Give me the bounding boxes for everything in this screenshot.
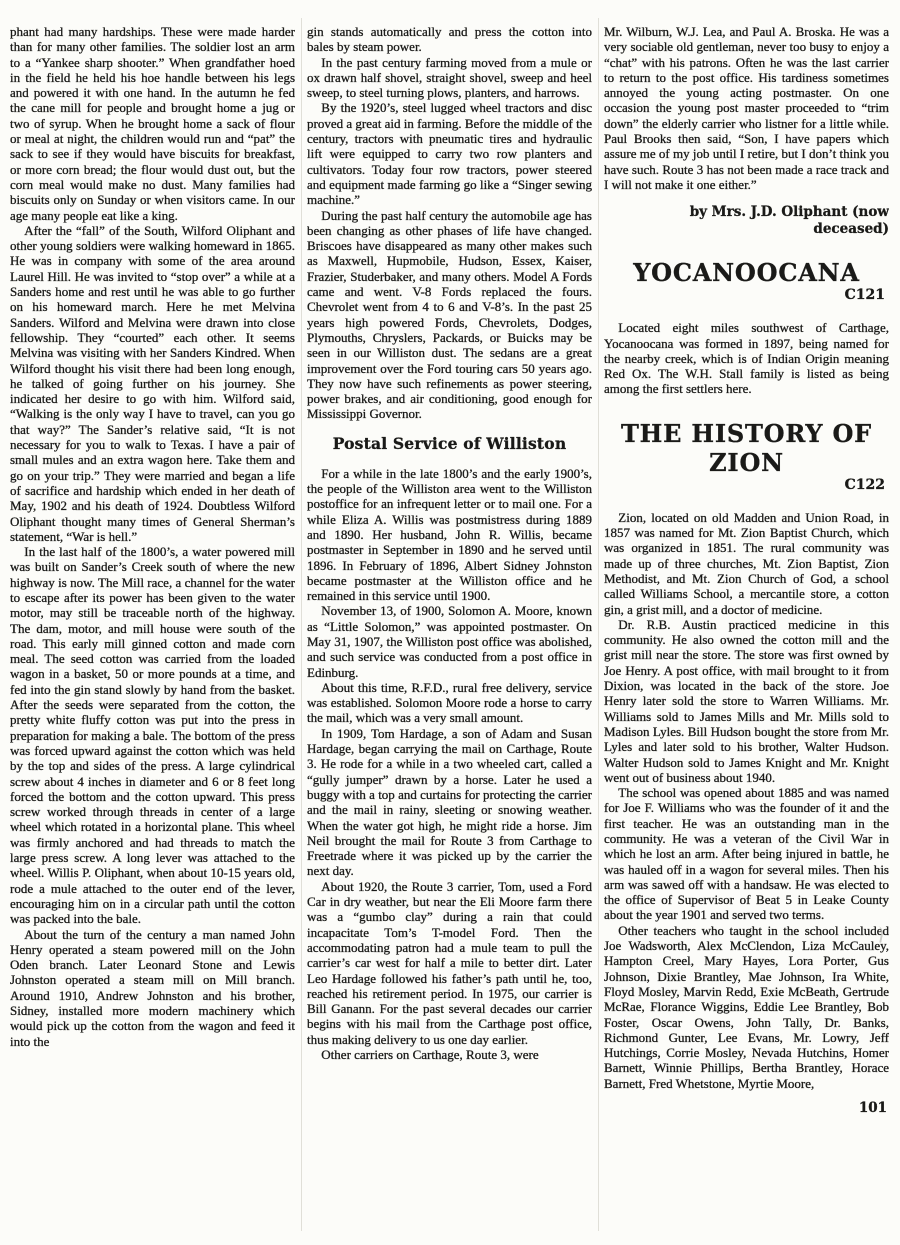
story-code-c122: C122 — [844, 476, 885, 493]
paragraph: November 13, of 1900, Solomon A. Moore, known as “Little Solomon,” was appointed postmaster. On May 31, 1907, the Williston post office was abolished, and such service was conducted from a post office in Edinburg. — [307, 603, 592, 680]
paragraph: gin stands automatically and press the cotton into bales by steam power. — [307, 24, 592, 55]
page-number: 101 — [858, 1100, 887, 1117]
paragraph: After the “fall” of the South, Wilford Oliphant and other young soldiers were walking homeward in 1865. He was in company with some of the area around Laurel Hill. He was invited to “stop over” a while at a Sanders home and rest until he was able to go further on his homeward march. Here he met Melvina Sanders. Wilford and Melvina were drawn into close fellowship. They “courted” each other. It seems Melvina was visiting with her Sanders Kindred. When Wilford thought his visit there had been long enough, he talked of going further on his journey. She indicated her desire to go with him. Wilford said, “Walking is the only way I have to travel, can you go that way?” The Sander’s relative said, “It is not necessary for you to walk to Texas. I have a pair of small mules and an extra wagon here. Take them and go on your trip.” They were married and began a life of sacrifice and hardship which ended in her death of May, 1902 and his death of 1924. Doubtless Wilford Oliphant thought many times of General Sherman’s statement, “War is hell.” — [10, 222, 295, 544]
story-code-c121: C121 — [844, 287, 885, 304]
paragraph: About this time, R.F.D., rural free delivery, service was established. Solomon Moore rode a horse to carry the mail, which was a very small amount. — [307, 679, 592, 726]
paragraph: Located eight miles southwest of Carthage, Yocanoocana was formed in 1897, being named for the nearby creek, which is of Indian Origin meaning Red Ox. The W.H. Stall family is listed as being among the first settlers here. — [604, 320, 889, 397]
paragraph: Zion, located on old Madden and Union Road, in 1857 was named for Mt. Zion Baptist Church, which was organized in 1851. The rural community was made up of three churches, Mt. Zion Baptist, Zion Methodist, and Mt. Zion Church of God, a school called Williams School, a mercantile store, a cotton gin, a grist mill, and a doctor of medicine. — [604, 509, 889, 617]
section-heading-postal-service: Postal Service of Williston — [332, 433, 567, 453]
column-rule — [301, 18, 302, 1231]
paragraph: phant had many hardships. These were made harder than for many other families. The soldier lost an arm to a “Yankee sharp shooter.” When grandfather hoed in the field he held his hoe handle between his legs and powered it with one hand. In the autumn he fed the cane mill for people and brought home a jug or two of syrup. When he brought home a sack of flour or meal at night, the children would run and “pat” the sack to see if they would have biscuits for breakfast, or more corn bread; the flour would dust out, but the corn meal would make no dust. Many families had biscuits only on Sunday or when visitors came. In our age many people eat like a king. — [10, 24, 295, 223]
paragraph: About the turn of the century a man named John Henry operated a steam powered mill on the John Oden branch. Later Leonard Stone and Lewis Johnston operated a steam mill on Mill branch. Around 1910, Andrew Johnston and his brother, Sidney, installed more modern machinery which would pick up the cotton from the wagon and feed it into the — [10, 926, 295, 1049]
paragraph: Dr. R.B. Austin practiced medicine in this community. He also owned the cotton mill and the grist mill near the store. The store was first owned by Joe Henry. A post office, with mail brought to it from Dixion, was located in the back of the store. Joe Henry later sold the store to Warren Williams. Mr. Williams sold to James Mills and Mr. Mills sold to Madison Lyles. Bill Hudson bought the store from Mr. Lyles and later sold to his brother, Walter Hudson. Walter Hudson sold to James Knight and Mr. Knight went out of business about 1940. — [604, 616, 889, 785]
column-1 — [10, 24, 295, 1245]
paragraph: Mr. Wilburn, W.J. Lea, and Paul A. Broska. He was a very sociable old gentleman, never too busy to enjoy a “chat” with his patrons. Often he was the last carrier to return to the post office. His tardiness sometimes annoyed the young acting postmaster. On one occasion the young post master proceeded to “trim down” the elderly carrier who listner for a little while. Paul Brooks then said, “Son, I have papers which assure me of my job until I retire, but I don’t think you have such. Route 3 has not been made a race track and I will not make it one either.” — [604, 24, 889, 192]
column-rule — [598, 18, 599, 1231]
column-3 — [604, 24, 889, 1245]
paragraph: In 1909, Tom Hardage, a son of Adam and Susan Hardage, began carrying the mail on Carthage, Route 3. He rode for a while in a two wheeled cart, called a “gully jumper” drawn by a horse. Later he used a buggy with a top and curtains for protecting the carrier and the mail in rainy, sleeting or snowing weather. When the water got high, he might ride a horse. Jim Neil brought the mail for Route 3 from Carthage to Freetrade where it was picked up by the carrier the next day. — [307, 725, 592, 879]
paragraph: Other teachers who taught in the school included Joe Wadsworth, Alex McClendon, Liza McCauley, Hampton Creel, Mary Hayes, Lora Porter, Gus Johnson, Dixie Brantley, Mae Johnson, Ira White, Floyd Mosley, Marvin Redd, Exie McBeath, Gertrude McRae, Florance Wiggins, Eddie Lee Brantley, Bob Foster, Oscar Owens, John Tally, Dr. Banks, Richmond Gunter, Lee Evans, Mr. Lowry, Jeff Hutchings, Corrie Mosley, Nevada Hutchins, Homer Barnett, Winnie Phillips, Bertha Brantley, Horace Barnett, Fred Whetstone, Myrtie Moore, — [604, 922, 889, 1091]
paragraph: During the past half century the automobile age has been changing as other phases of life have changed. Briscoes have disappeared as many other makes such as Maxwell, Hupmobile, Hudson, Essex, Kaiser, Frazier, Studerbaker, and many others. Model A Fords came and went. V-8 Fords replaced the fours. Chevrolet went from 4 to 6 and V-8’s. In the past 25 years high powered Fords, Chevrolets, Dodges, Plymouths, Chryslers, Packards, or Buicks may be seen in our Williston dust. The sedans are a great improvement over the Ford touring cars 50 years ago. They now have such refinements as power steering, power brakes, and air conditioning, good enough for Mississippi Governor. — [307, 207, 592, 422]
column-2 — [307, 24, 592, 1245]
section-heading-history-of-zion: THE HISTORY OF ZION — [620, 418, 873, 477]
paragraph: About 1920, the Route 3 carrier, Tom, used a Ford Car in dry weather, but near the Eli Moore farm there was a “gumbo clay” during a rain that could incapacitate Tom’s T-model Ford. Then the accommodating patron had a mule team to pull the carrier’s car west for half a mile to better dirt. Later Leo Hardage followed his father’s path until he, too, reached his retirement period. In 1975, our carrier is Bill Ganann. For the past several decades our carrier begins with his mail from the Carthage post office, thus making delivery to us one day earlier. — [307, 878, 592, 1047]
paragraph: The school was opened about 1885 and was named for Joe F. Williams who was the founder of it and the first teacher. He was an outstanding man in the community. He was a veteran of the Civil War in which he lost an arm. After being injured in battle, he was hauled off in a wagon for several miles. Then his arm was sawed off with a handsaw. He was elected to the office of Supervisor of Beat 5 in Leake County about the year 1901 and served two terms. — [604, 785, 889, 923]
paragraph: For a while in the late 1800’s and the early 1900’s, the people of the Williston area went to the Williston postoffice for an infrequent letter or to mail one. For a while Eliza A. Willis was postmistress during 1889 and 1890. Her husband, John R. Willis, became postmaster in September in 1890 and he served until 1896. In February of 1896, Albert Sidney Johnston became postmaster at the Williston office and he remained in this service until 1900. — [307, 465, 592, 604]
paragraph: Other carriers on Carthage, Route 3, were — [321, 1047, 539, 1062]
paragraph: In the past century farming moved from a mule or ox drawn half shovel, straight shovel, sweep and heel sweep, to steel turning plows, planters, and harrows. — [307, 54, 592, 101]
byline: by Mrs. J.D. Oliphant (now deceased) — [689, 204, 889, 238]
section-heading-yocanoocana: YOCANOOCANA — [633, 258, 860, 288]
paragraph: In the last half of the 1800’s, a water powered mill was built on Sander’s Creek south of where the new highway is now. The Mill race, a channel for the water to escape after its power has been given to the water motor, may still be traceable north of the highway. The dam, motor, and mill house were south of the road. This early mill ginned cotton and made corn meal. The seed cotton was carried from the loaded wagon in a basket, 50 or more pounds at a time, and fed into the gin stand slowly by hand from the basket. After the seeds were separated from the cotton, the pretty white fluffy cotton was put into the press in preparation for making a bale. The bottom of the press was forced upward against the cotton which was held by the top and sides of the press. A large cylindrical screw about 4 inches in diameter and 6 or 8 feet long forced the bottom and the cotton upward. This press screw worked through threads in center of a large wheel which rotated in a horizontal plane. This wheel was firmly anchored and had threads to match the large press screw. A long lever was attached to the wheel. Willis P. Oliphant, when about 10-15 years old, rode a mule attached to the outer end of the lever, encouraging him on in a circular path until the cotton was packed into the bale. — [10, 544, 295, 927]
paragraph: By the 1920’s, steel lugged wheel tractors and disc proved a great aid in farming. Before the middle of the century, tractors with pneumatic tires and hydraulic lift were equipped to carry two row planters and cultivators. Today four row tractors, power steered and equipment made farming go like a “Singer sewing machine.” — [307, 100, 592, 208]
